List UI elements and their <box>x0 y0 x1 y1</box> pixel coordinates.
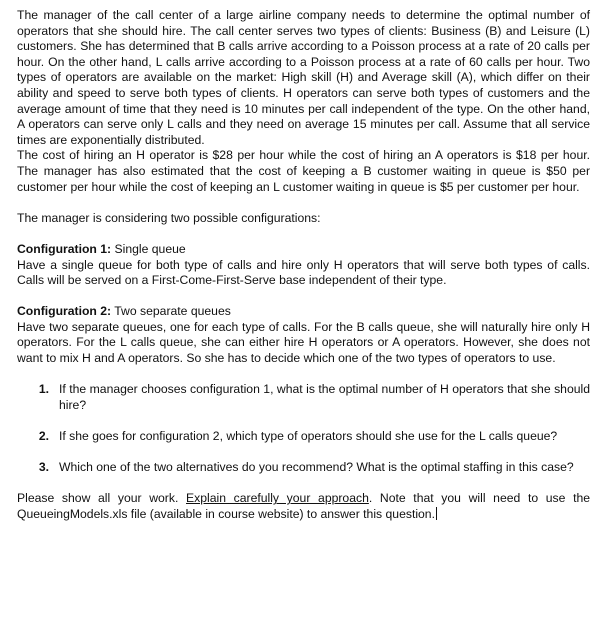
config2-title: Two separate queues <box>114 304 231 319</box>
question-number: 3. <box>38 460 49 475</box>
question-list <box>17 382 590 476</box>
spacer <box>17 367 590 383</box>
intro-paragraph-1: The manager of the call center of a large airline company needs to determine the optimal number of operators that she should hire. The call center serves two types of clients: Business (B) and Leisure (L) customers. She has determined that B calls arrive according to a Poisson process at a rate of 20 calls per hour. On the other hand, L calls arrive according to a Poisson process at a rate of 60 calls per hour. Two types of operators are available on the market: High skill (H) and Average skill (A), which differ on their ability and speed to serve both types of clients. H operators can serve both types of customers and the average amount of time that they need is 10 minutes per call independent of the type. On the other hand, A operators can serve only L calls and they need on average 15 minutes per call. Assume that all service times are exponentially distributed. <box>17 8 590 147</box>
considering-text: The manager is considering two possible configurations: <box>17 210 321 225</box>
question-item <box>17 460 590 476</box>
config2-heading <box>17 304 590 320</box>
config1-heading <box>17 242 590 258</box>
closing-text-after: . Note that you will need to use the QueueingModels.xls file (available in course website) to answer this question. <box>17 491 591 521</box>
spacer <box>17 195 590 211</box>
config2-label: Configuration 2: <box>17 304 112 319</box>
closing-underlined-text: Explain carefully your approach <box>186 491 369 506</box>
question-number: 1. <box>38 382 49 397</box>
config1-body: Have a single queue for both type of calls and hire only H operators that will serve both types of calls. Calls will be served on a First-Come-First-Serve base independent of their type. <box>17 257 590 288</box>
closing-paragraph <box>17 491 590 522</box>
question-item <box>17 429 590 445</box>
question-text: If she goes for configuration 2, which type of operators should she use for the L calls queue? <box>59 429 558 444</box>
spacer <box>17 226 590 242</box>
question-item <box>17 382 590 413</box>
config1-title: Single queue <box>114 241 186 256</box>
config1-label: Configuration 1: <box>17 241 112 256</box>
text-cursor <box>436 507 437 520</box>
intro-paragraph-2: The cost of hiring an H operator is $28 per hour while the cost of hiring an A operators is $18 per hour. The manager has also estimated that the cost of keeping a B customer waiting in queue is $50 per customer per hour while the cost of keeping an L customer waiting in queue is $5 per customer per hour. <box>17 148 590 194</box>
question-text: Which one of the two alternatives do you recommend? What is the optimal staffing in this case? <box>59 460 574 475</box>
question-text: If the manager chooses configuration 1, what is the optimal number of H operators that she should hire? <box>59 382 590 412</box>
spacer <box>17 289 590 305</box>
closing-text-before: Please show all your work. <box>17 491 187 506</box>
question-number: 2. <box>38 429 49 444</box>
config2-body: Have two separate queues, one for each type of calls. For the B calls queue, she will naturally hire only H operators. For the L calls queue, she can either hire H operators or A operators. However, she does not want to mix H and A operators. So she has to decide which one of the two types of operators to use. <box>17 319 590 366</box>
